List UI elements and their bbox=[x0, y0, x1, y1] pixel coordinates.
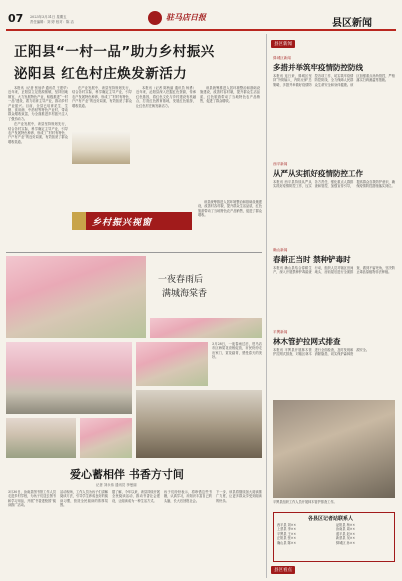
photo-feature-title-2: 满城海棠香 bbox=[162, 289, 208, 299]
lead-bottom-rule bbox=[6, 252, 262, 253]
park-photo-1 bbox=[6, 418, 76, 458]
date-line: 2023年3月31日 星期五 bbox=[30, 15, 67, 19]
masthead-rule bbox=[6, 29, 396, 31]
right-col-tag: 县区新闻 bbox=[271, 40, 295, 48]
contact-1: 西平县 刘×× bbox=[277, 523, 297, 527]
paper-logo bbox=[148, 11, 162, 25]
essay-col-1: 3月30日，汝南县图书馆工作人员走进乡村学校，为孩子们送去图书和学习用品，开展“书香进校园”阅读推广活动。 bbox=[8, 490, 56, 508]
lead-headline-1: 正阳县“一村一品”助力乡村振兴 bbox=[14, 44, 215, 60]
blossom-photo-top-right bbox=[150, 318, 262, 338]
contact-box bbox=[273, 512, 395, 562]
essay-col-3: 据了解，今年以来，该县持续开展全民阅读活动，推动书香社会建设，让阅读成为一种生活方式。 bbox=[112, 490, 160, 503]
photo-feature bbox=[6, 256, 262, 456]
photo-feature-title-1: 一夜春雨后 bbox=[158, 275, 204, 285]
story-2-headline: 从严从实抓好疫情防控工作 bbox=[273, 169, 363, 178]
lead-body-col-3: 本报讯（记者 陈秋丽 通讯员 杨勇）近年来，泌阳县深入挖掘红色资源，传承红色基因，将红色文化与乡村建设有机融合，打造红色教育基地，发展红色旅游，让红色村庄焕发新活力。 bbox=[136, 86, 196, 108]
banner-left-block bbox=[72, 212, 86, 230]
essay-byline: 记者 刘永伟 通讯员 李曼丽 bbox=[96, 483, 137, 487]
story-3-headline: 春耕正当时 禁种铲毒时 bbox=[273, 255, 351, 264]
paper-name: 驻马店日报 bbox=[166, 12, 206, 22]
contact-list-col-2 bbox=[336, 523, 392, 561]
contact-4: 正阳县 张×× bbox=[277, 536, 297, 541]
lead-photo bbox=[72, 132, 130, 164]
editor-line: 责任编辑：刘 婷 校对：陈 洁 bbox=[30, 20, 74, 24]
contact-8: 遂平县 赵×× bbox=[336, 531, 356, 536]
story-1-body: 本报讯 连日来，驿城区坚持“外防输入、内防反弹”总策略，多措并举做好疫情防控各项工作，切实筑牢疫情防控防线，全力保障人民群众生命安全和身体健康。该区加强重点场所管控，严格落实扫码测温等措施。 bbox=[273, 74, 395, 87]
photo-feature-title-box bbox=[150, 264, 260, 316]
lead-story bbox=[6, 34, 262, 246]
story-1-headline: 多措并举筑牢疫情防控防线 bbox=[273, 63, 363, 72]
footer-tag: 县区看点 bbox=[271, 566, 295, 574]
kicker-3: 确山新闻 bbox=[273, 248, 288, 252]
story-3-body: 本报讯 确山县结合春耕生产，深入开展禁种铲毒踏查行动，组织人员对辖区田间地头、房前屋后进行全面排查，做到不留死角，坚决防止毒品原植物非法种植。 bbox=[273, 266, 395, 275]
contact-6: 泌阳县 杨×× bbox=[336, 523, 356, 527]
rural-banner bbox=[72, 212, 192, 230]
forest-photo-caption: 平舆县组织工作人员开展林木管护排查工作。 bbox=[273, 500, 337, 504]
kicker-1: 驿城区新闻 bbox=[273, 56, 291, 60]
essay-col-4: 孩子们纷纷表示，将珍惜这些书籍，认真学习，用知识丰富自己的头脑，长大后回报社会。 bbox=[164, 490, 212, 503]
kicker-2: 西平新闻 bbox=[273, 162, 288, 166]
photo-feature-caption: 3月28日，一夜春雨过后，驻马店市区海棠花竞相绽放，市民纷纷走出家门，赏花踏青，感受春天的美好。 bbox=[212, 342, 262, 360]
lead-body-col-1: 本报讯（记者 张冠华 通讯员 王建华）近年来，正阳县立足资源禀赋，坚持因地制宜，大力发展特色产业，积极推进“一村一品”建设，着力培育主导产业，推动乡村产业振兴。目前，全县已培育花生、生猪、食用菌、中药材等特色产业村，带动群众增收致富，为全面推进乡村振兴注入了强劲动力。 在产业发展中，该县坚持规划先行，结合各村实际，科学确定主导产业，引导农户发展特色种养，形成了“村村有特色、户户有产业”的良好局面，有效拓宽了群众增收渠道。 bbox=[8, 86, 68, 144]
essay-col-5: 下一步，该县将继续加大阅读推广力度，让更多群众享受到阅读的快乐。 bbox=[216, 490, 262, 503]
blossom-photo-large bbox=[6, 256, 146, 338]
contact-title: 各县区记者站联系人 bbox=[308, 516, 354, 522]
contact-10: 驿城区 孙×× bbox=[336, 540, 356, 545]
forest-patrol-photo bbox=[273, 400, 395, 498]
right-column bbox=[266, 34, 396, 578]
banner-title: 乡村振兴视窗 bbox=[92, 218, 153, 228]
contact-2: 上蔡县 李×× bbox=[277, 527, 297, 532]
contact-7: 汝南县 周×× bbox=[336, 527, 356, 532]
essay-col-2: 活动现场，工作人员为孩子们讲解阅读方法，引导学生养成良好的阅读习惯，营造全民阅读的浓厚氛围。 bbox=[60, 490, 108, 508]
story-2-body: 本报讯 西平县持续从严从实抓好疫情防控工作，压实各方责任，强化重点人群排查和管控，加强宣传引导，提高群众自我防护意识，确保疫情防控措施落实到位。 bbox=[273, 180, 395, 189]
contact-5: 确山县 陈×× bbox=[277, 540, 297, 545]
story-4-headline: 林木管护拉网式排查 bbox=[273, 337, 341, 346]
blossom-closeup-photo bbox=[136, 342, 208, 386]
kicker-4: 平舆新闻 bbox=[273, 330, 288, 334]
blossom-path-photo bbox=[6, 342, 132, 414]
page-number: 07 bbox=[8, 12, 24, 25]
story-4-body: 本报讯 平舆县开展林木管护拉网式排查，对辖区林木进行全面检查，及时发现和消除隐患，切实保护森林资源安全。 bbox=[273, 348, 370, 357]
lead-body-col-2: 在产业发展中，该县坚持规划先行，结合各村实际，科学确定主导产业，引导农户发展特色种养，形成了“村村有特色、户户有产业”的良好局面，有效拓宽了群众增收渠道。 bbox=[72, 86, 132, 108]
contact-3: 平舆县 王×× bbox=[277, 531, 297, 536]
essay bbox=[6, 462, 262, 578]
park-photo-2 bbox=[80, 418, 132, 458]
masthead bbox=[0, 0, 402, 32]
lead-body-col-2b: 该县统筹推进人居环境整治和基础设施建设，改善村容村貌，提升群众生活品质，红色旅游带动了当地特色农产品销售，促进了群众增收。 bbox=[198, 200, 262, 218]
essay-headline: 爱心蓄相伴 书香方寸间 bbox=[70, 468, 184, 481]
contact-list-col-1 bbox=[277, 523, 333, 561]
park-photo-3 bbox=[136, 390, 262, 458]
section-title: 县区新闻 bbox=[332, 18, 372, 29]
contact-9: 新蔡县 吴×× bbox=[336, 536, 356, 541]
lead-body-col-4: 该县统筹推进人居环境整治和基础设施建设，改善村容村貌，提升群众生活品质，红色旅游带动了当地特色农产品销售，促进了群众增收。 bbox=[200, 86, 260, 104]
lead-headline-2: 泌阳县 红色村庄焕发新活力 bbox=[14, 66, 188, 82]
